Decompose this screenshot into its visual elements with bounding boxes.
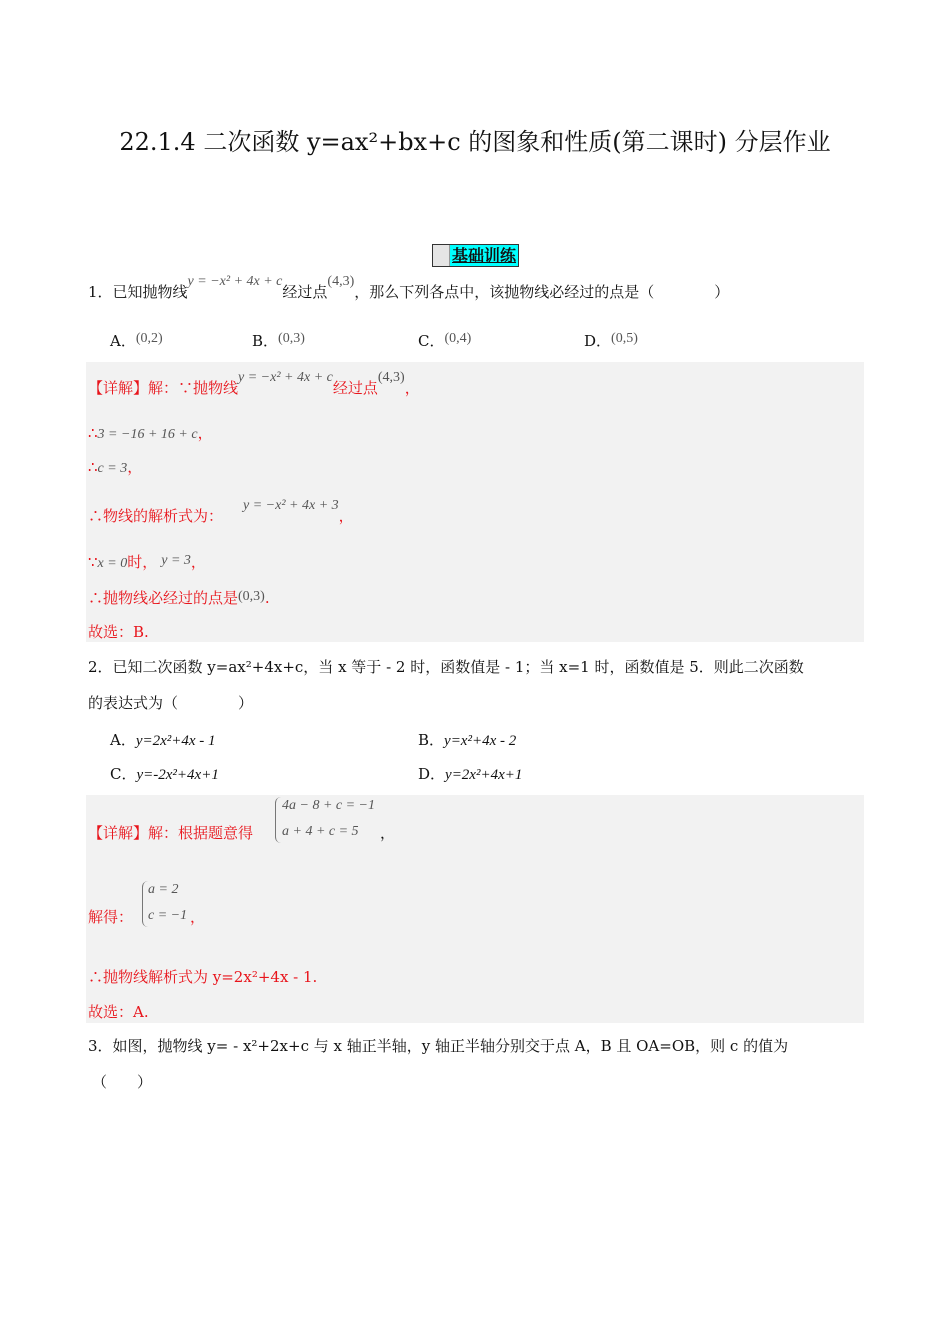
option-label: D．	[418, 765, 446, 783]
option-label: C．	[418, 332, 445, 350]
solution-a: a = 2	[148, 882, 179, 897]
solution-point: (4,3)	[377, 370, 405, 385]
q1-point: (4,3)	[327, 274, 355, 289]
q1-text-end: ，那么下列各点中，该抛物线必经过的点是（ ）	[354, 283, 730, 301]
option-value: y=x²+4x - 2	[444, 733, 517, 749]
q1-option-d[interactable]	[584, 331, 638, 353]
option-value: (0,4)	[444, 331, 472, 346]
q1-formula: y = −x² + 4x + c	[187, 274, 283, 289]
q1-solution-line-2	[88, 423, 213, 445]
solution-text: 【详解】解：∵抛物线	[88, 379, 239, 397]
system-equation-1: 4a − 8 + c = −1	[282, 798, 376, 813]
solution-text: .	[264, 589, 270, 607]
page-title: 22.1.4 二次函数 y=ax²+bx+c 的图象和性质(第二课时) 分层作业	[119, 128, 831, 156]
therefore-symbol: ∴	[88, 424, 98, 442]
solution-text: ，	[190, 553, 206, 571]
solution-text: ，	[404, 379, 420, 397]
q1-text-mid: 经过点	[282, 283, 328, 301]
system-equation-2: a + 4 + c = 5	[282, 824, 359, 839]
solution-formula: c = 3	[97, 461, 128, 476]
solution-text: ，	[197, 424, 213, 442]
option-label: A．	[110, 731, 136, 749]
q1-option-b[interactable]	[252, 331, 305, 353]
option-label: D．	[584, 332, 612, 350]
question-2-cont: 的表达式为（ ）	[88, 694, 254, 712]
option-label: C．	[110, 765, 137, 783]
solution-text: ，	[127, 458, 143, 476]
solution-text: ∴抛物线必经过的点是	[88, 589, 239, 607]
q2-option-a[interactable]	[110, 730, 216, 751]
solution-formula: 3 = −16 + 16 + c	[97, 427, 198, 442]
solution-text: 经过点	[332, 379, 378, 397]
q1-solution-line-1	[88, 370, 420, 400]
q2-option-c[interactable]	[110, 764, 219, 785]
brace-icon	[275, 797, 281, 843]
solution-formula: y = −x² + 4x + 3	[243, 498, 339, 513]
solution-formula: y = 3	[161, 553, 191, 568]
option-value: y=2x²+4x - 1	[135, 733, 216, 749]
solution-formula: y = −x² + 4x + c	[238, 370, 333, 385]
question-2: 2．已知二次函数 y=ax²+4x+c，当 x 等于 - 2 时，函数值是 - 1；当 x=1 时，函数值是 5．则此二次函数	[88, 658, 804, 676]
q2-solution-line-2: 解得：	[88, 908, 134, 926]
q1-option-a[interactable]	[110, 331, 163, 353]
q1-answer: 故选：B.	[88, 623, 149, 641]
checkbox-icon	[433, 245, 450, 266]
option-value: y=-2x²+4x+1	[136, 767, 219, 783]
q2-solution-line-1: 【详解】解：根据题意得	[88, 824, 254, 842]
option-value: (0,2)	[135, 331, 163, 346]
section-label	[432, 244, 519, 267]
q1-solution-line-4	[88, 498, 354, 528]
option-value: (0,3)	[278, 331, 305, 346]
solution-point: (0,3)	[238, 589, 265, 604]
q2-option-b[interactable]	[418, 730, 516, 751]
solution-text: ，	[190, 908, 206, 926]
therefore-symbol: ∴	[88, 458, 98, 476]
option-value: y=2x²+4x+1	[445, 767, 523, 783]
option-label: A．	[110, 332, 136, 350]
solution-text: 时，	[127, 553, 158, 571]
q1-solution-line-6	[88, 588, 270, 610]
option-label: B．	[418, 731, 445, 749]
question-3-cont: （ ）	[92, 1073, 153, 1091]
q1-solution-line-5	[88, 552, 206, 574]
q2-solution-line-3: ∴抛物线解析式为 y=2x²+4x - 1.	[88, 968, 318, 986]
solution-text: ，	[380, 824, 396, 842]
q1-solution-line-3	[88, 457, 142, 479]
solution-c: c = −1	[148, 908, 188, 923]
question-3: 3．如图，抛物线 y= - x²+2x+c 与 x 轴正半轴，y 轴正半轴分别交于点 A，B 且 OA=OB，则 c 的值为	[88, 1037, 789, 1055]
q1-text: 1．已知抛物线	[88, 283, 188, 301]
question-1	[88, 274, 730, 304]
solution-text: ∴物线的解析式为：	[88, 507, 224, 525]
option-value: (0,5)	[611, 331, 638, 346]
because-symbol: ∵	[88, 553, 98, 571]
solution-text: ，	[338, 507, 354, 525]
q2-answer: 故选：A.	[88, 1003, 149, 1021]
q2-option-d[interactable]	[418, 764, 522, 785]
option-label: B．	[252, 332, 279, 350]
section-title: 基础训练	[452, 246, 517, 265]
q1-option-c[interactable]	[418, 331, 471, 353]
solution-formula: x = 0	[97, 556, 128, 571]
